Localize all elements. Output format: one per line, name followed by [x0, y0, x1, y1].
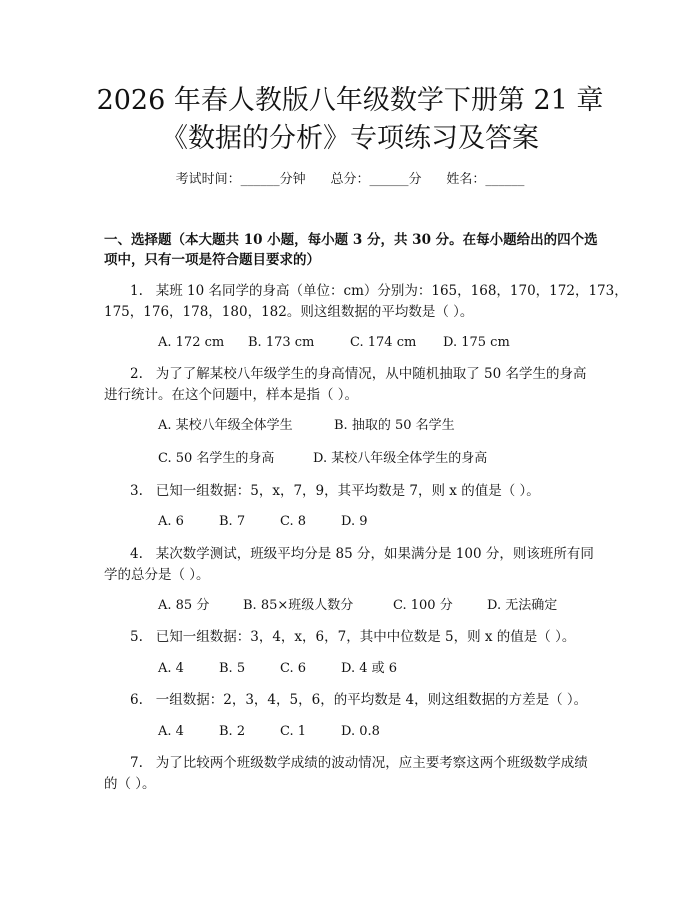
score-blank: ______: [369, 172, 409, 187]
question-2-option-d: D. 某校八年级全体学生的身高: [313, 451, 488, 466]
question-1-option-c: C. 174 cm: [350, 335, 417, 350]
question-4-line2: 学的总分是（ ）。: [104, 567, 210, 583]
score-label: 总分：: [330, 172, 370, 187]
question-3-option-d: D. 9: [341, 514, 368, 529]
name-blank: ______: [485, 172, 525, 187]
document-title-line1: 2026 年春人教版八年级数学下册第 21 章: [96, 85, 604, 116]
question-7-line1: 7. 为了比较两个班级数学成绩的波动情况，应主要考察这两个班级数学成绩: [130, 755, 588, 771]
question-4-line1: 4. 某次数学测试，班级平均分是 85 分，如果满分是 100 分，则该班所有同: [130, 546, 594, 562]
question-2-option-c: C. 50 名学生的身高: [158, 451, 275, 466]
question-4-option-b: B. 85×班级人数分: [243, 598, 354, 613]
name-label: 姓名：: [446, 172, 486, 187]
question-5-option-b: B. 5: [219, 661, 246, 676]
question-4-option-c: C. 100 分: [393, 598, 453, 613]
question-6-option-a: A. 4: [158, 724, 184, 739]
time-label: 考试时间：: [175, 172, 241, 187]
question-5-option-c: C. 6: [280, 661, 307, 676]
section-heading-line1: 一、选择题（本大题共 10 小题，每小题 3 分，共 30 分。在每小题给出的四个选: [104, 232, 598, 248]
question-6-option-b: B. 2: [219, 724, 246, 739]
document-title-line2: 《数据的分析》专项练习及答案: [161, 123, 539, 154]
question-3-option-c: C. 8: [280, 514, 307, 529]
question-2-option-a: A. 某校八年级全体学生: [158, 418, 293, 433]
question-2-line2: 进行统计。在这个问题中，样本是指（ ）。: [104, 387, 359, 403]
question-6-line1: 6. 一组数据：2，3，4，5，6，的平均数是 4，则这组数据的方差是（ ）。: [130, 692, 588, 708]
question-4-option-a: A. 85 分: [158, 598, 210, 613]
question-5-option-d: D. 4 或 6: [341, 661, 398, 676]
question-5-line1: 5. 已知一组数据：3，4，x，6，7，其中中位数是 5，则 x 的值是（ ）。: [130, 629, 576, 645]
question-2-option-b: B. 抽取的 50 名学生: [334, 418, 455, 433]
question-6-option-d: D. 0.8: [341, 724, 380, 739]
time-unit: 分钟: [279, 172, 306, 187]
exam-meta-line: [0, 168, 700, 187]
score-unit: 分: [408, 172, 422, 187]
section-heading-line2: 项中，只有一项是符合题目要求的）: [104, 252, 320, 268]
question-4-option-d: D. 无法确定: [487, 598, 558, 613]
question-3-line1: 3. 已知一组数据：5，x，7，9，其平均数是 7，则 x 的值是（ ）。: [130, 483, 540, 499]
question-1-line2: 175，176，178，180，182。则这组数据的平均数是（ ）。: [104, 304, 474, 320]
question-5-option-a: A. 4: [158, 661, 184, 676]
question-1-option-b: B. 173 cm: [248, 335, 315, 350]
question-1-option-d: D. 175 cm: [443, 335, 510, 350]
question-6-option-c: C. 1: [280, 724, 307, 739]
question-7-line2: 的（ ）。: [104, 776, 156, 792]
question-3-option-b: B. 7: [219, 514, 246, 529]
question-1-option-a: A. 172 cm: [158, 335, 225, 350]
question-3-option-a: A. 6: [158, 514, 184, 529]
question-1-line1: 1. 某班 10 名同学的身高（单位：cm）分别为：165，168，170，172，173，: [130, 283, 628, 299]
question-2-line1: 2. 为了了解某校八年级学生的身高情况，从中随机抽取了 50 名学生的身高: [130, 366, 587, 382]
time-blank: ______: [240, 172, 280, 187]
